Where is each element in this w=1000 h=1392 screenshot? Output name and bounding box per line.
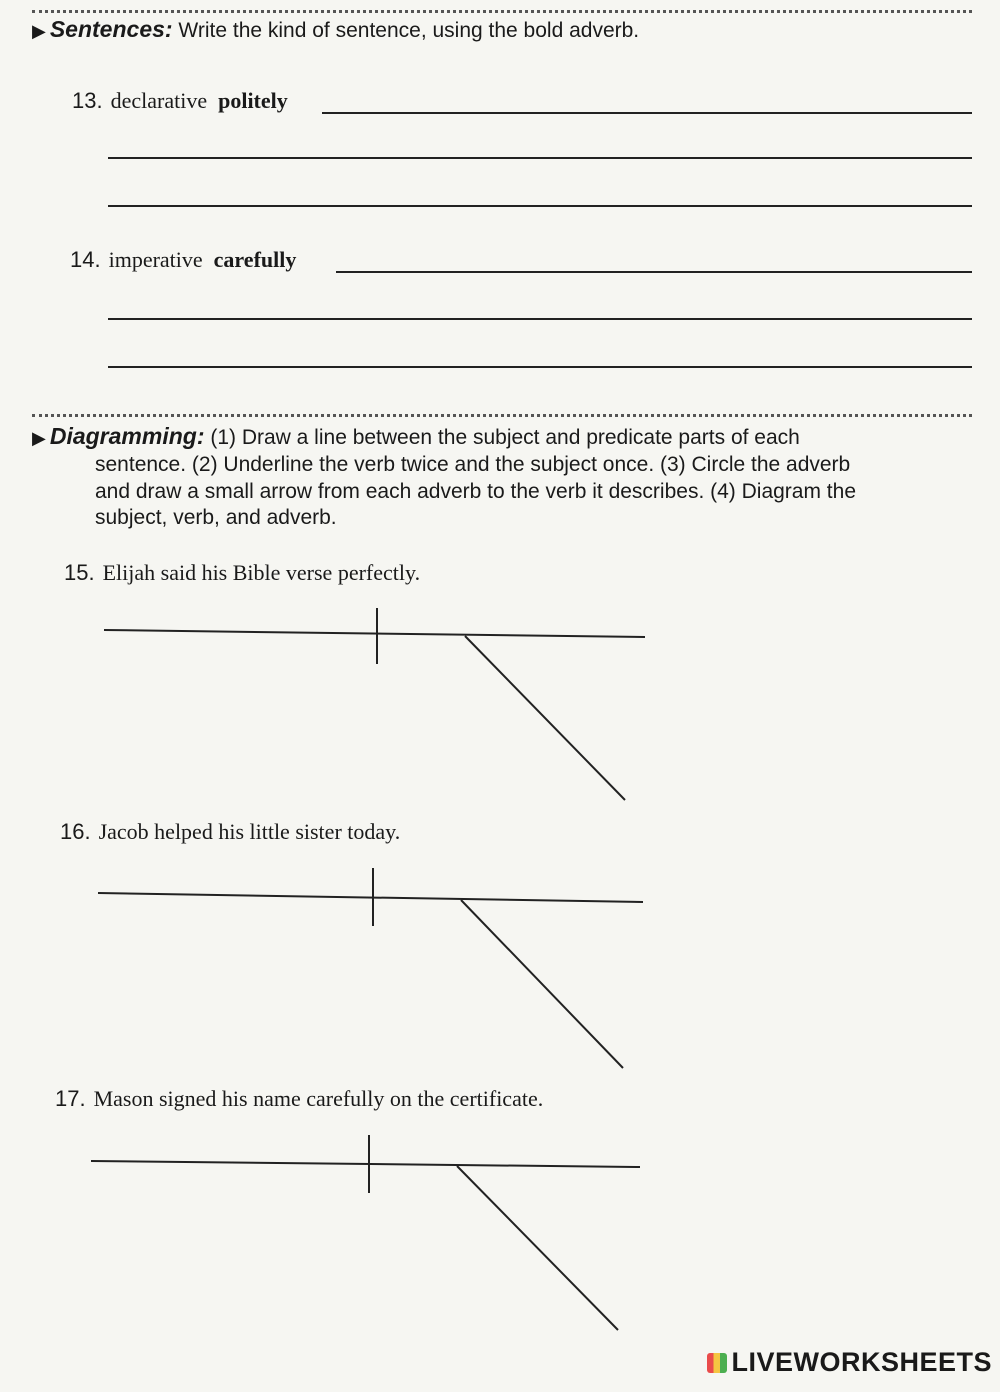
- diagram-modifier-slant: [461, 900, 623, 1068]
- diagram-baseline: [98, 893, 643, 902]
- diagramming-instruction-line1: (1) Draw a line between the subject and predicate parts of each: [210, 426, 800, 449]
- diagram-frame-16: [98, 868, 643, 1068]
- answer-line-13a[interactable]: [322, 112, 972, 114]
- sentence-kind: declarative: [110, 88, 208, 113]
- diagram-frame-17: [91, 1135, 640, 1330]
- liveworksheets-logo: [707, 1347, 992, 1378]
- triangle-bullet-icon: ▶: [32, 21, 46, 41]
- diagram-modifier-slant: [457, 1166, 618, 1330]
- answer-line-14b[interactable]: [108, 318, 972, 320]
- diagram-item-15: [64, 560, 420, 586]
- diagramming-title: Diagramming:: [49, 423, 205, 449]
- triangle-bullet-icon: ▶: [32, 428, 46, 448]
- sentence-item-13: [72, 88, 288, 114]
- diagram-sentence: Elijah said his Bible verse perfectly.: [102, 560, 421, 585]
- item-number: 17.: [55, 1086, 86, 1111]
- diagram-item-16: [60, 819, 400, 845]
- top-dotted-divider: [32, 10, 972, 13]
- item-number: 14.: [70, 247, 101, 272]
- item-number: 13.: [72, 88, 103, 113]
- diagram-sentence: Mason signed his name carefully on the certificate.: [93, 1086, 544, 1111]
- sentence-kind: imperative: [108, 247, 203, 272]
- diagramming-instruction-line3: and draw a small arrow from each adverb to the verb it describes. (4) Diagram the: [95, 480, 856, 503]
- answer-line-14c[interactable]: [108, 366, 972, 368]
- sentence-item-14: [70, 247, 296, 273]
- diagram-baseline: [104, 630, 645, 637]
- diagramming-instruction-line2: sentence. (2) Underline the verb twice and the subject once. (3) Circle the adverb: [95, 453, 851, 476]
- item-number: 15.: [64, 560, 95, 585]
- diagram-sentence: Jacob helped his little sister today.: [98, 819, 401, 844]
- diagram-modifier-slant: [465, 636, 625, 800]
- bold-adverb: carefully: [213, 247, 297, 272]
- bold-adverb: politely: [218, 88, 288, 113]
- sentences-heading: [32, 16, 639, 45]
- logo-icon: [707, 1353, 727, 1373]
- diagram-baseline: [91, 1161, 640, 1167]
- diagramming-instruction-line4: subject, verb, and adverb.: [95, 506, 337, 529]
- answer-line-14a[interactable]: [336, 271, 972, 273]
- sentences-title-text: Sentences:: [49, 16, 173, 42]
- logo-text: LIVEWORKSHEETS: [731, 1347, 992, 1377]
- diagram-frame-15: [104, 608, 645, 800]
- sentences-instruction: Write the kind of sentence, using the bold adverb.: [178, 19, 640, 42]
- item-number: 16.: [60, 819, 91, 844]
- diagramming-heading: [32, 423, 800, 452]
- answer-line-13c[interactable]: [108, 205, 972, 207]
- diagram-item-17: [55, 1086, 543, 1112]
- answer-line-13b[interactable]: [108, 157, 972, 159]
- middle-dotted-divider: [32, 414, 972, 417]
